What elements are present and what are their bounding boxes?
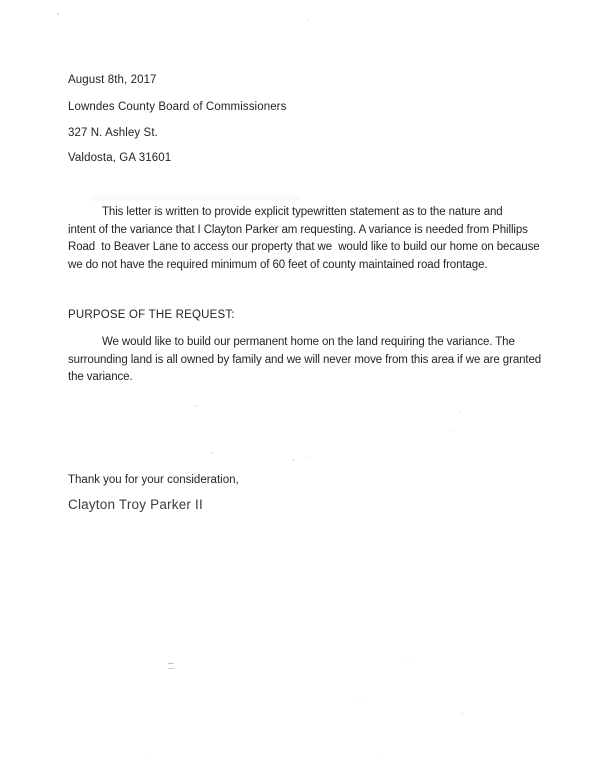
letter-date: August 8th, 2017 xyxy=(68,74,157,86)
scan-speck xyxy=(531,241,533,243)
intro-paragraph-line-1: This letter is written to provide explicit typewritten statement as to the nature and xyxy=(102,206,503,218)
letter-intro-paragraph xyxy=(68,204,543,274)
scan-speck xyxy=(359,698,361,700)
intro-paragraph-line-4: we do not have the required minimum of 60 feet of county maintained road frontage. xyxy=(68,258,488,271)
scan-speck xyxy=(149,756,151,758)
scan-speck xyxy=(307,19,309,21)
scan-speck xyxy=(453,430,455,432)
letter-signature-name: Clayton Troy Parker II xyxy=(68,497,203,512)
letter-address-street: 327 N. Ashley St. xyxy=(68,127,158,139)
letter-closing: Thank you for your consideration, xyxy=(68,474,239,486)
scan-speck xyxy=(407,658,409,660)
letter-recipient: Lowndes County Board of Commissioners xyxy=(68,101,287,113)
scan-smudge-mark xyxy=(168,663,174,669)
scan-speck xyxy=(377,757,379,759)
purpose-paragraph-line-1: We would like to build our permanent home on the land requiring the variance. The xyxy=(102,336,515,348)
scan-ghosting-artifact xyxy=(90,196,300,200)
scan-speck xyxy=(57,13,59,15)
purpose-paragraph-line-3: the variance. xyxy=(68,371,133,383)
letter-address-city: Valdosta, GA 31601 xyxy=(68,152,172,164)
scan-speck xyxy=(195,405,198,407)
scan-speck xyxy=(210,452,213,454)
scan-speck xyxy=(292,459,295,461)
intro-paragraph-line-3: Road to Beaver Lane to access our property that we would like to build our home on because xyxy=(68,241,540,253)
purpose-paragraph-line-2: surrounding land is all owned by family and we will never move from this area if we are granted xyxy=(68,353,542,366)
scan-speck xyxy=(462,712,464,714)
scan-speck xyxy=(459,411,461,413)
purpose-section-heading: PURPOSE OF THE REQUEST: xyxy=(68,309,235,321)
scan-speck xyxy=(308,456,310,458)
purpose-paragraph xyxy=(68,334,543,387)
intro-paragraph-line-2: intent of the variance that I Clayton Parker am requesting. A variance is needed from Phillips xyxy=(68,223,528,236)
